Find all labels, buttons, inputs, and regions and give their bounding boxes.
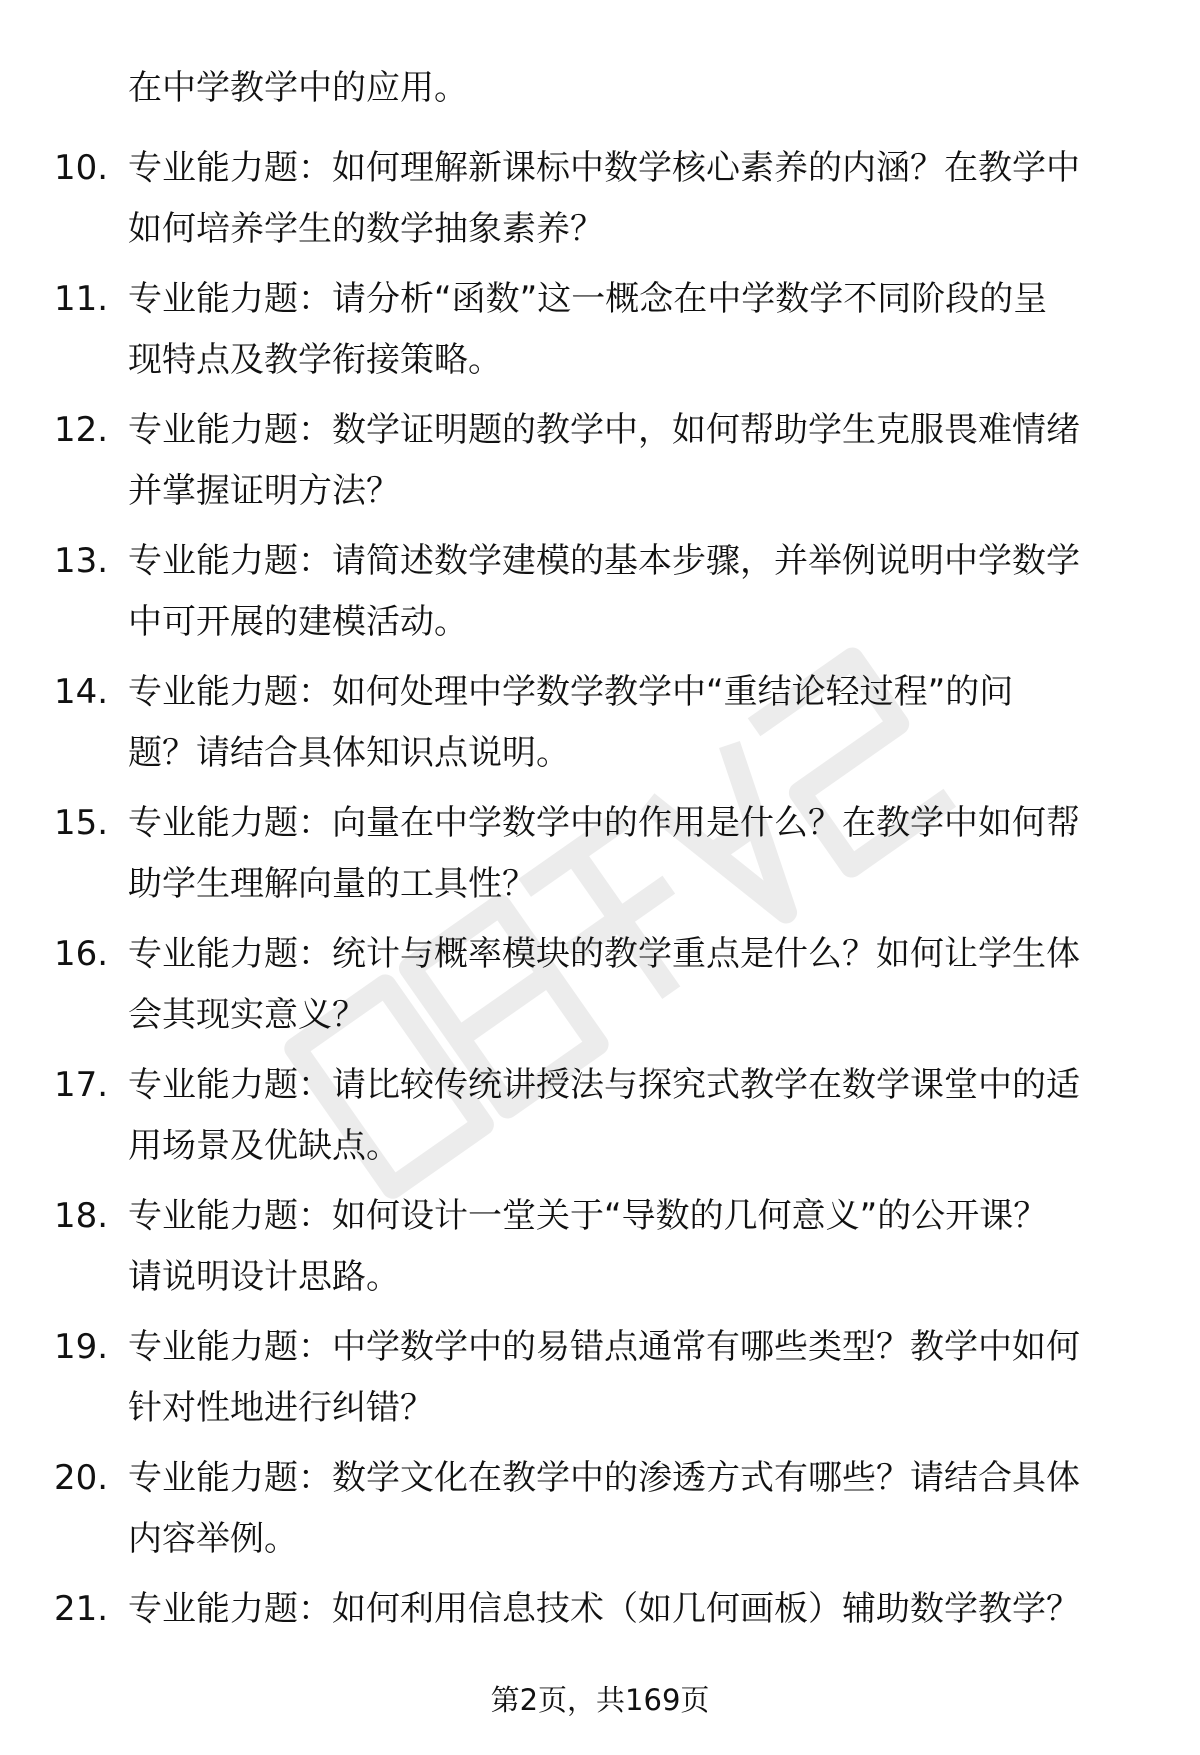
question-number: 16. — [54, 934, 109, 974]
question-text-line: 请说明设计思路。 — [128, 1257, 400, 1297]
question-number: 13. — [54, 541, 109, 581]
question-text-line: 专业能力题：数学文化在教学中的渗透方式有哪些？请结合具体 — [128, 1458, 1080, 1498]
question-text — [128, 1055, 1138, 1177]
question-text-line: 专业能力题：中学数学中的易错点通常有哪些类型？教学中如何 — [128, 1327, 1080, 1367]
question-item — [0, 1055, 1200, 1186]
question-item — [0, 269, 1200, 400]
continuation-line: 在中学教学中的应用。 — [128, 68, 468, 108]
question-item — [0, 924, 1200, 1055]
question-text-line: 如何培养学生的数学抽象素养？ — [128, 209, 604, 249]
question-text-line: 现特点及教学衔接策略。 — [128, 340, 502, 380]
question-text — [128, 531, 1138, 653]
question-text-line: 内容举例。 — [128, 1519, 298, 1559]
question-text — [128, 662, 1138, 784]
question-item — [0, 531, 1200, 662]
question-text-line: 专业能力题：如何理解新课标中数学核心素养的内涵？在教学中 — [128, 148, 1080, 188]
question-text-line: 针对性地进行纠错？ — [128, 1388, 434, 1428]
question-list — [0, 138, 1200, 1710]
question-text-line: 题？请结合具体知识点说明。 — [128, 733, 570, 773]
question-text-line: 专业能力题：如何利用信息技术（如几何画板）辅助数学教学？ — [128, 1589, 1080, 1629]
question-text — [128, 138, 1138, 260]
question-item — [0, 138, 1200, 269]
question-text — [128, 924, 1138, 1046]
question-text-line: 助学生理解向量的工具性？ — [128, 864, 536, 904]
question-text-line: 会其现实意义？ — [128, 995, 366, 1035]
question-item — [0, 1448, 1200, 1579]
question-number: 10. — [54, 148, 109, 188]
question-item — [0, 662, 1200, 793]
question-number: 19. — [54, 1327, 109, 1367]
question-text — [128, 269, 1138, 391]
question-number: 20. — [54, 1458, 109, 1498]
question-text — [128, 1186, 1138, 1308]
question-text-line: 专业能力题：向量在中学数学中的作用是什么？在教学中如何帮 — [128, 803, 1080, 843]
question-text — [128, 400, 1138, 522]
question-text-line: 并掌握证明方法？ — [128, 471, 400, 511]
question-text-line: 专业能力题：请比较传统讲授法与探究式教学在数学课堂中的适 — [128, 1065, 1080, 1105]
question-item — [0, 1186, 1200, 1317]
question-number: 14. — [54, 672, 109, 712]
question-text-line: 专业能力题：如何设计一堂关于“导数的几何意义”的公开课？ — [128, 1196, 1048, 1236]
question-text — [128, 1317, 1138, 1439]
question-number: 17. — [54, 1065, 109, 1105]
question-number: 11. — [54, 279, 109, 319]
question-text — [128, 793, 1138, 915]
question-text — [128, 1448, 1138, 1570]
question-text-line: 用场景及优缺点。 — [128, 1126, 400, 1166]
question-text-line: 专业能力题：如何处理中学数学教学中“重结论轻过程”的问 — [128, 672, 1014, 712]
question-text-line: 专业能力题：数学证明题的教学中，如何帮助学生克服畏难情绪 — [128, 410, 1080, 450]
question-item — [0, 1317, 1200, 1448]
page-footer: 第2页，共169页 — [490, 1683, 710, 1717]
question-number: 21. — [54, 1589, 109, 1629]
question-number: 12. — [54, 410, 109, 450]
question-text-line: 专业能力题：统计与概率模块的教学重点是什么？如何让学生体 — [128, 934, 1080, 974]
question-text — [128, 1579, 1138, 1640]
question-text-line: 专业能力题：请分析“函数”这一概念在中学数学不同阶段的呈 — [128, 279, 1048, 319]
question-number: 18. — [54, 1196, 109, 1236]
question-text-line: 专业能力题：请简述数学建模的基本步骤，并举例说明中学数学 — [128, 541, 1080, 581]
question-item — [0, 400, 1200, 531]
question-number: 15. — [54, 803, 109, 843]
question-item — [0, 793, 1200, 924]
question-text-line: 中可开展的建模活动。 — [128, 602, 468, 642]
